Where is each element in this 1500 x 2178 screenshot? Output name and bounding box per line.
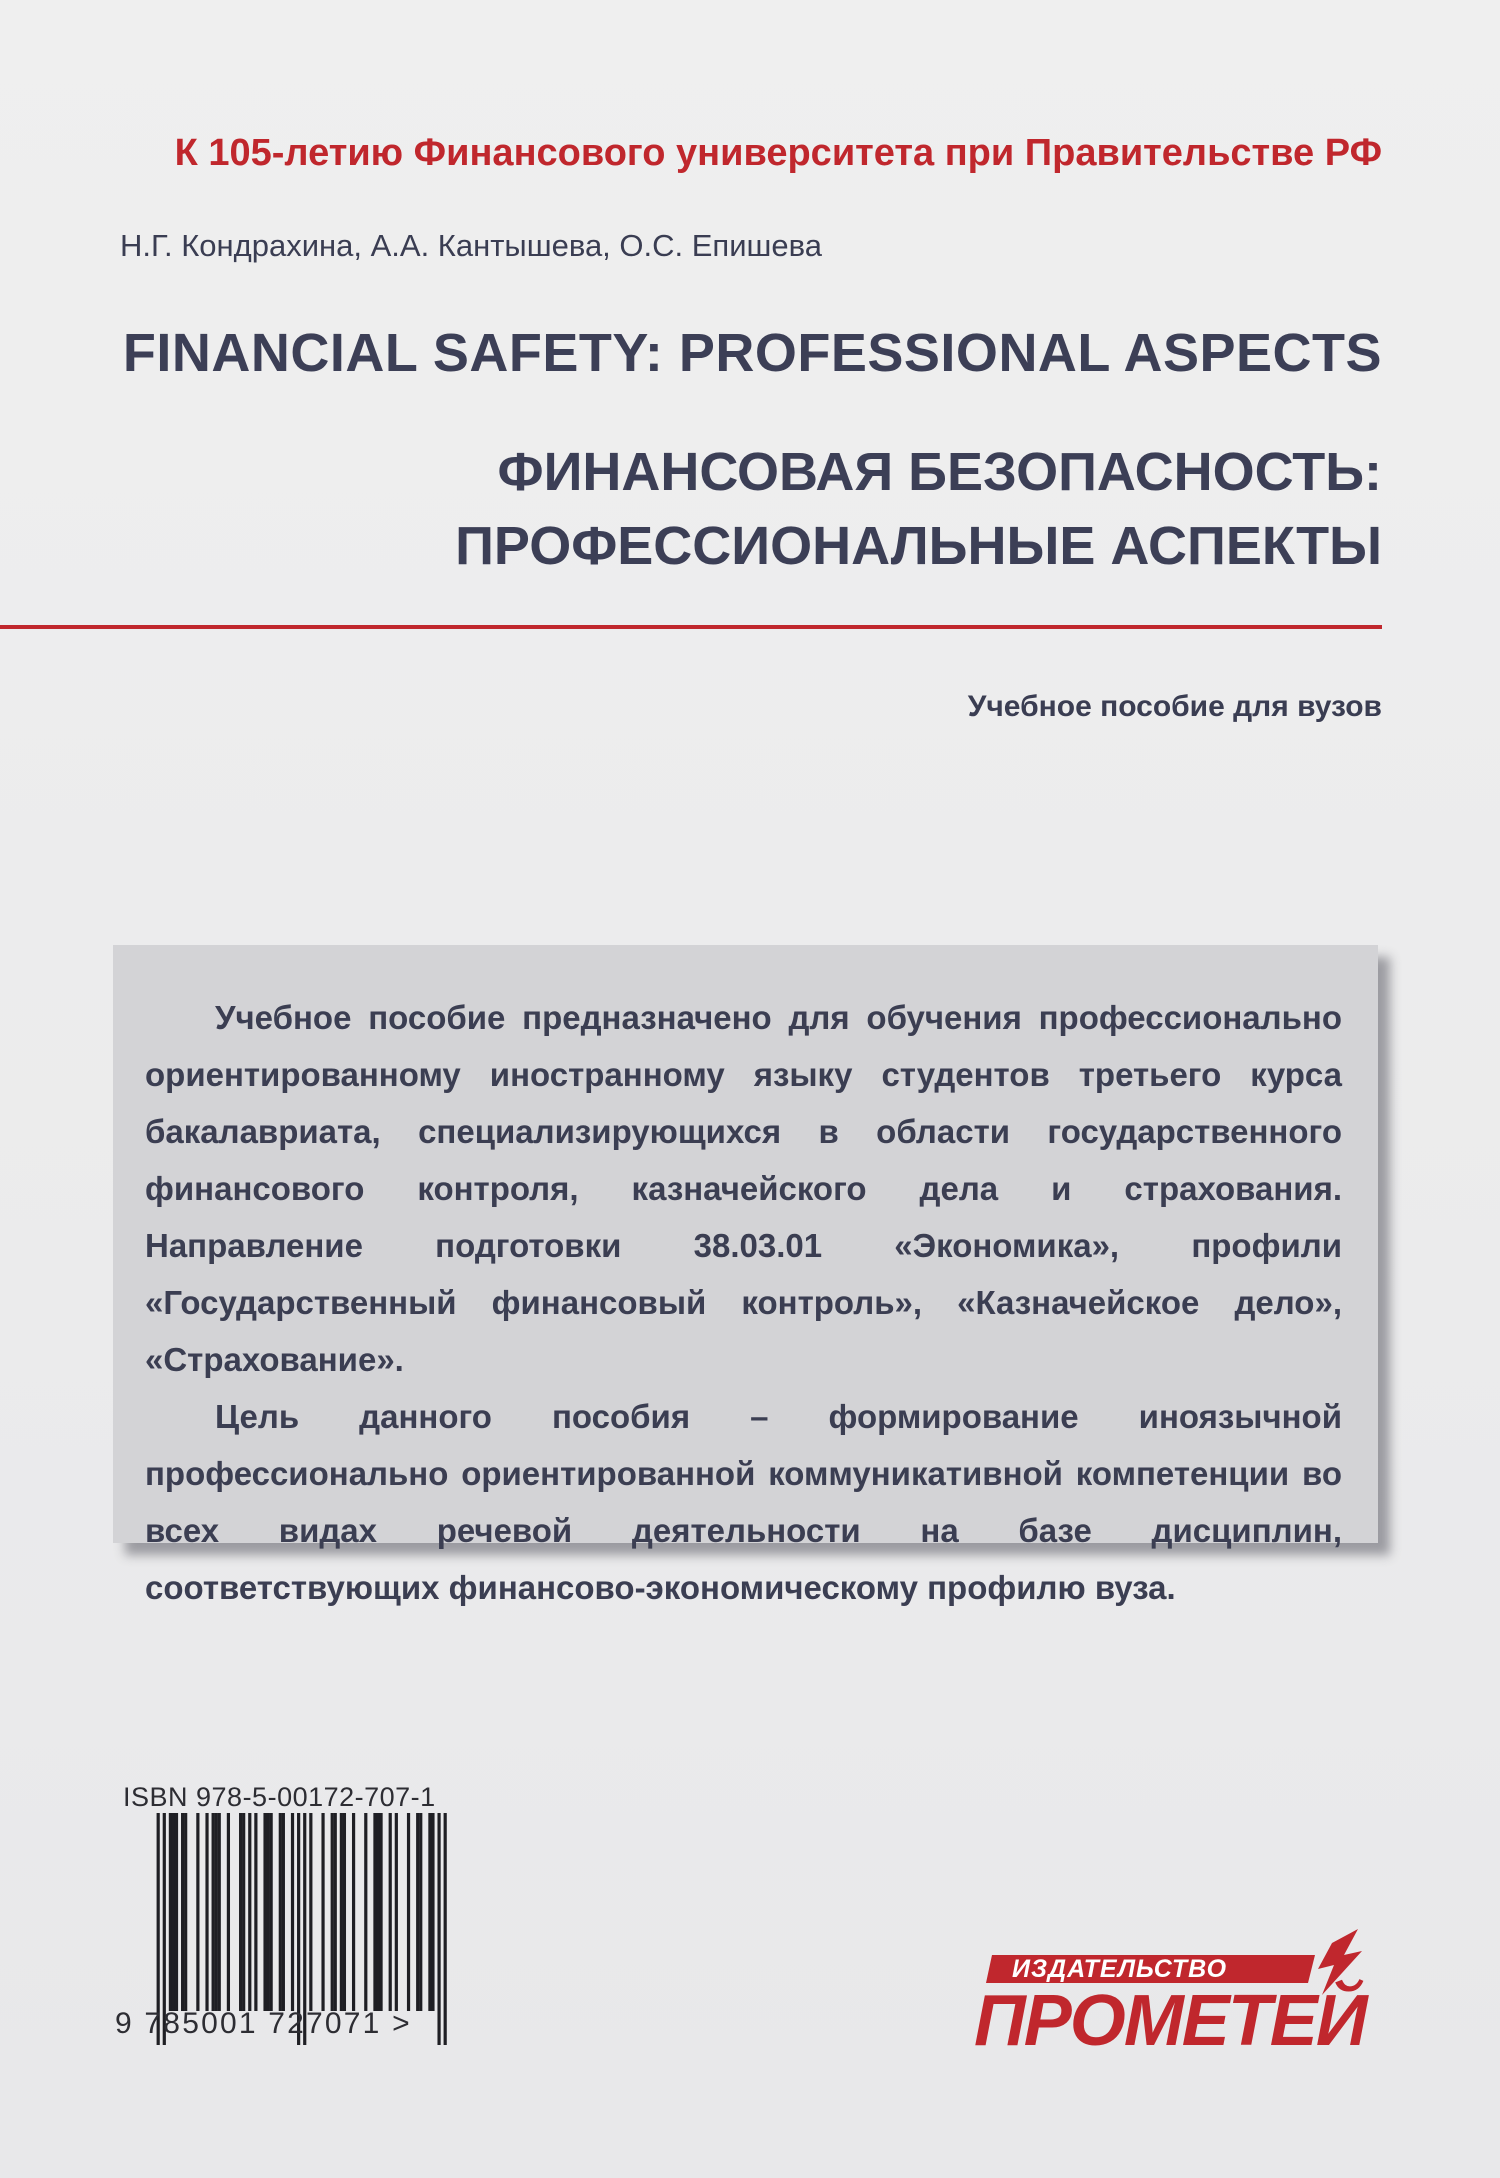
authors-line: Н.Г. Кондрахина, А.А. Кантышева, О.С. Епишева: [120, 228, 822, 263]
barcode-bar: [343, 1813, 346, 2011]
annotation-box: [113, 945, 1378, 1606]
annotation-paragraph-2: Цель данного пособия – формирование иноязычной профессионально ориентированной коммуникативной компетенции во всех видах речевой деятельности на базе дисциплин, соответствующих финансово-экономическому профилю вуза.: [145, 1398, 1342, 1606]
barcode-bar: [376, 1813, 379, 2011]
barcode-bar: [416, 1813, 419, 2011]
barcode-bar: [169, 1813, 172, 2011]
barcode-bar: [407, 1813, 410, 2011]
english-title: FINANCIAL SAFETY: PROFESSIONAL ASPECTS: [122, 323, 1382, 383]
barcode-bar: [184, 1813, 187, 2011]
barcode-bar: [419, 1813, 422, 2011]
barcode-bar: [321, 1813, 324, 2011]
barcode-bar: [175, 1813, 178, 2011]
barcode-bar: [270, 1813, 273, 2011]
russian-title-line-1: ФИНАНСОВАЯ БЕЗОПАСНОСТЬ:: [497, 442, 1382, 502]
barcode-bar: [431, 1813, 434, 2011]
barcode-bar: [331, 1813, 334, 2011]
barcode-bar: [379, 1813, 382, 2011]
barcode-bar: [248, 1813, 251, 2011]
barcode-bar: [267, 1813, 270, 2011]
svg-text:ПРОМЕТЕЙ: ПРОМЕТЕЙ: [974, 1981, 1366, 2055]
barcode-bar: [444, 1813, 447, 2045]
barcode-bar: [309, 1813, 312, 2011]
barcode-bar: [282, 1813, 285, 2011]
barcode-bar: [352, 1813, 355, 2011]
barcode-bar: [263, 1813, 266, 2011]
russian-title: [455, 435, 1382, 583]
barcode-bar: [364, 1813, 367, 2011]
barcode-bar: [181, 1813, 184, 2011]
barcode-bar: [395, 1813, 398, 2011]
barcode-bar: [437, 1813, 440, 2045]
barcode-bar: [389, 1813, 392, 2011]
barcode-bar: [205, 1813, 208, 2011]
barcode-digits: 9 785001 727071 >: [115, 2007, 412, 2040]
barcode-bar: [279, 1813, 282, 2011]
publisher-logo: [970, 1925, 1370, 2055]
barcode-bar: [172, 1813, 175, 2011]
barcode-bar: [196, 1813, 199, 2011]
barcode-bar: [239, 1813, 242, 2011]
red-divider: [0, 625, 1382, 629]
svg-text:ИЗДАТЕЛЬСТВО: ИЗДАТЕЛЬСТВО: [1012, 1955, 1228, 1983]
isbn-label: ISBN 978-5-00172-707-1: [123, 1782, 436, 1812]
barcode-bar: [254, 1813, 257, 2011]
annotation-paragraph-1: Учебное пособие предназначено для обучения профессионально ориентированному иностранному языку студентов третьего курса бакалавриата, специализирующихся в области государственного финансового контроля, казначейского дела и страхования. Направление подготовки 38.03.01 «Экономика», профили «Государственный финансовый контроль», «Казначейское дело», «Страхование».: [145, 999, 1342, 1378]
barcode-bar: [373, 1813, 376, 2011]
barcode-bar: [215, 1813, 218, 2011]
barcode-bar: [291, 1813, 294, 2011]
barcode-bar: [428, 1813, 431, 2011]
barcode-bar: [334, 1813, 337, 2011]
barcode-bar: [242, 1813, 245, 2011]
book-type-subtitle: Учебное пособие для вузов: [967, 690, 1382, 723]
barcode-bar: [340, 1813, 343, 2011]
barcode-bar: [218, 1813, 221, 2011]
russian-title-line-2: ПРОФЕССИОНАЛЬНЫЕ АСПЕКТЫ: [455, 516, 1382, 576]
barcode-bar: [212, 1813, 215, 2011]
anniversary-banner: К 105-летию Финансового университета при Правительстве РФ: [174, 132, 1382, 174]
barcode-bar: [227, 1813, 230, 2011]
